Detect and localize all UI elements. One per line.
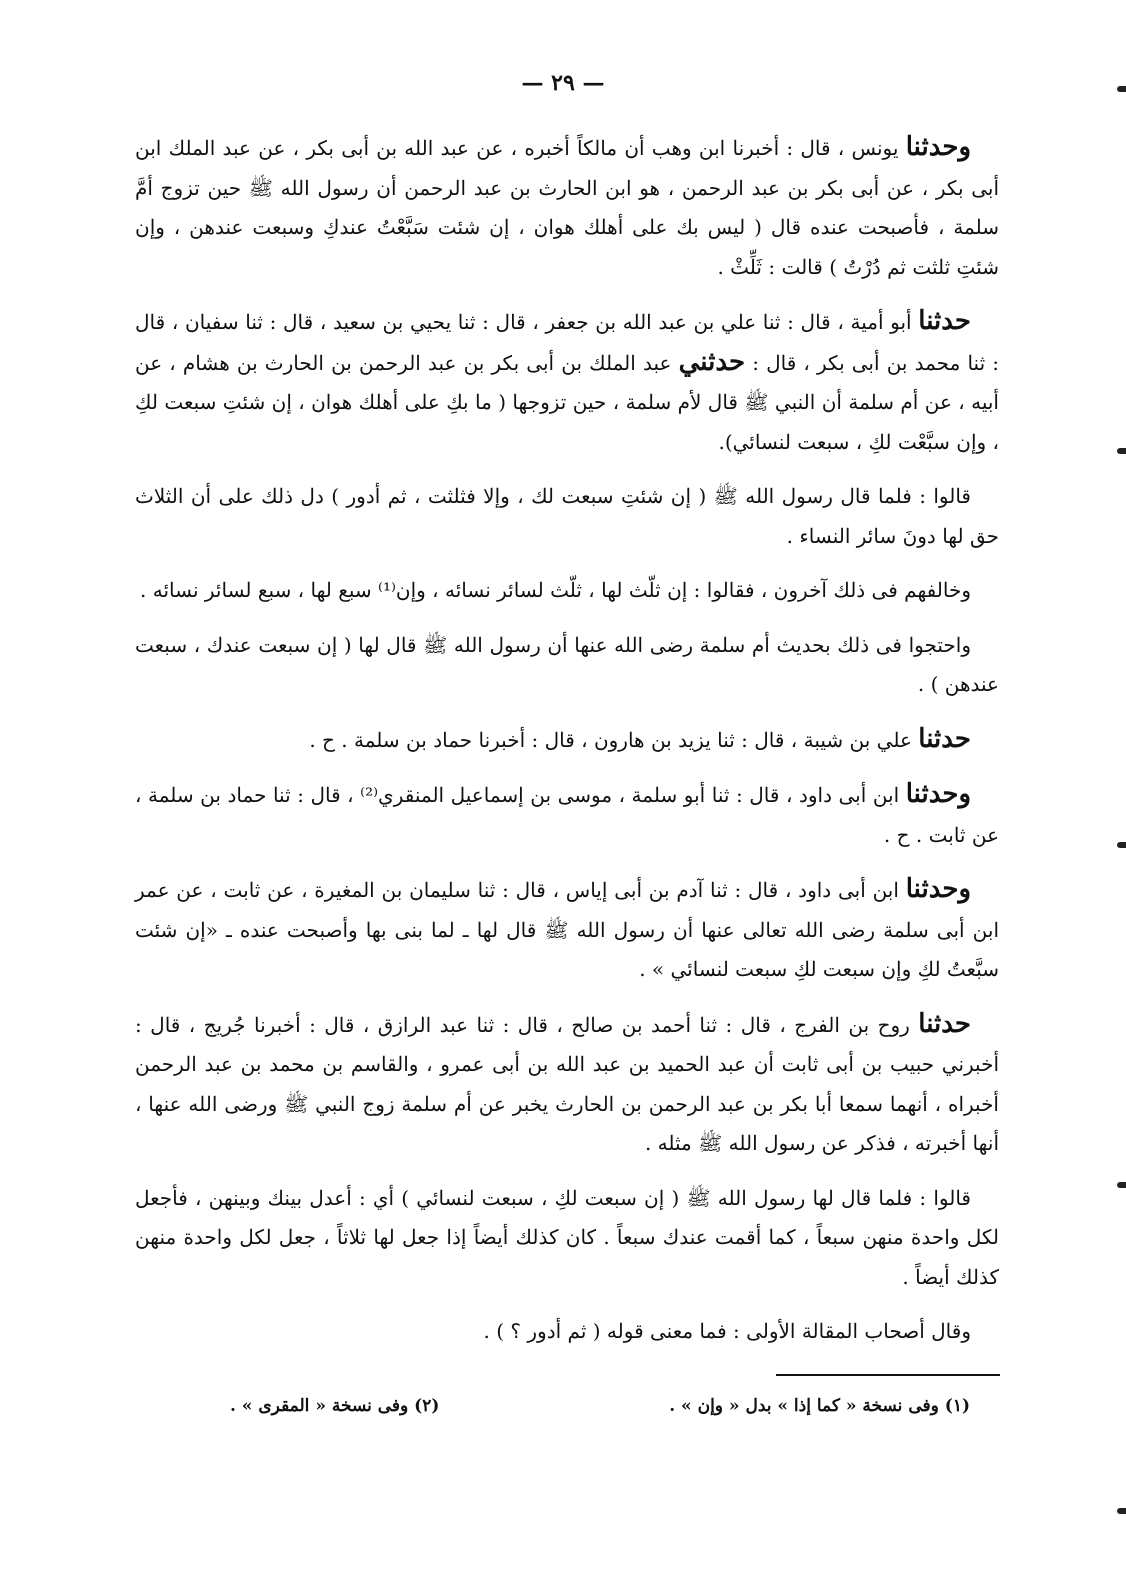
hadith-marker: وحدثنا [905, 874, 971, 904]
paragraph-1: وحدثنا يونس ، قال : أخبرنا ابن وهب أن مالكاً أخبره ، عن عبد الله بن أبى بكر ، عن عبد الملك ابن أبى بكر ، عن أبى بكر بن عبد الرحمن ، هو ابن الحارث بن عبد الرحمن أن رسول الله ﷺ حين تزوج أمَّ سلمة ، فأصبحت عنده قال ( ليس بك على أهلك هوان ، إن شئت سَبَّعْتُ عندكِ وسبعت عندهن ، وإن شئتِ ثلثت ثم دُرْتُ ) قالت : ثَلِّثْ . [135, 132, 999, 279]
scan-edge-mark [1117, 842, 1126, 848]
scan-edge-mark [1117, 86, 1126, 92]
hadith-marker: وحدثنا [905, 132, 971, 162]
hadith-marker: حدثني [678, 346, 746, 377]
paragraph-5: واحتجوا فى ذلك بحديث أم سلمة رضى الله عنها أن رسول الله ﷺ قال لها ( إن سبعت عندك ، سبعت عندهن ) . [135, 632, 999, 696]
paragraph-8: وحدثنا ابن أبى داود ، قال : ثنا آدم بن أبى إياس ، قال : ثنا سليمان بن المغيرة ، عن ثابت ، عن عمر ابن أبى سلمة رضى الله تعالى عنها أن رسول الله ﷺ قال لها ـ لما بنى بها وأصبحت عنده ـ «إن شئت سبَّعتُ لكِ وإن سبعت لكِ سبعت لنسائي » . [135, 874, 999, 981]
paragraph-11: وقال أصحاب المقالة الأولى : فما معنى قوله ( ثم أدور ؟ ) . [483, 1319, 971, 1343]
paragraph-4: وخالفهم فى ذلك آخرون ، فقالوا : إن ثلّث لها ، ثلّث لسائر نسائه ، وإن⁽¹⁾ سبع لها ، سبع لسائر نسائه . [140, 578, 971, 602]
hadith-marker: حدثنا [918, 1008, 971, 1039]
paragraph-10: قالوا : فلما قال لها رسول الله ﷺ ( إن سبعت لكِ ، سبعت لنسائي ) أي : أعدل بينك وبينهن ، فأجعل لكل واحدة منهن سبعاً ، كما أقمت عندك سبعاً . كان كذلك أيضاً إذا جعل لها ثلاثاً ، جعل لكل واحدة منهن كذلك أيضاً . [135, 1185, 999, 1289]
main-text [135, 128, 999, 1367]
page-number: — ٢٩ — [521, 70, 605, 96]
scan-edge-mark [1117, 1182, 1126, 1188]
paragraph-2: حدثنا أبو أمية ، قال : ثنا علي بن عبد الله بن جعفر ، قال : ثنا يحيي بن سعيد ، قال : ثنا سفيان ، قال : ثنا محمد بن أبى بكر ، قال : حدثني عبد الملك بن أبى بكر بن عبد الرحمن بن الحارث بن هشام ، عن أبيه ، عن أم سلمة أن النبي ﷺ قال لأم سلمة ، حين تزوجها ( ما بكِ على أهلك هوان ، إن شئتِ سبعت لكِ ، وإن سبَّعْت لكِ ، سبعت لنسائي). [135, 306, 1000, 454]
paragraph-3: قالوا : فلما قال رسول الله ﷺ ( إن شئتِ سبعت لك ، وإلا فثلثت ، ثم أدور ) دل ذلك على أن الثلاث حق لها دونَ سائر النساء . [135, 484, 999, 548]
hadith-marker: حدثنا [918, 723, 971, 754]
paragraph-6: حدثنا علي بن شيبة ، قال : ثنا يزيد بن هارون ، قال : أخبرنا حماد بن سلمة . ح . [309, 723, 971, 754]
paragraph-7: وحدثنا ابن أبى داود ، قال : ثنا أبو سلمة ، موسى بن إسماعيل المنقري⁽²⁾ ، قال : ثنا حماد بن سلمة ، عن ثابت . ح . [135, 779, 999, 847]
hadith-marker: حدثنا [918, 306, 971, 336]
scan-edge-mark [1117, 448, 1126, 454]
footnotes [230, 1396, 970, 1416]
footnote-1: (١) وفى نسخة « كما إذا » بدل « وإن » . [669, 1396, 970, 1416]
footnote-divider [776, 1374, 1000, 1376]
hadith-marker: وحدثنا [905, 779, 972, 809]
paragraph-9: حدثنا روح بن الفرج ، قال : ثنا أحمد بن صالح ، قال : ثنا عبد الرازق ، قال : أخبرنا جُريج ، قال : أخبرني حبيب بن أبى ثابت أن عبد الحميد بن عبد الله بن أبى عمرو ، والقاسم بن محمد بن عبد الرحمن أخبراه ، أنهما سمعا أبا بكر بن عبد الرحمن بن الحارث يخبر عن أم سلمة زوج النبي ﷺ ورضى الله عنها ، أنها أخبرته ، فذكر عن رسول الله ﷺ مثله . [135, 1008, 999, 1155]
scan-edge-mark [1117, 1508, 1126, 1514]
footnote-2: (٢) وفى نسخة « المقرى » . [230, 1396, 440, 1416]
